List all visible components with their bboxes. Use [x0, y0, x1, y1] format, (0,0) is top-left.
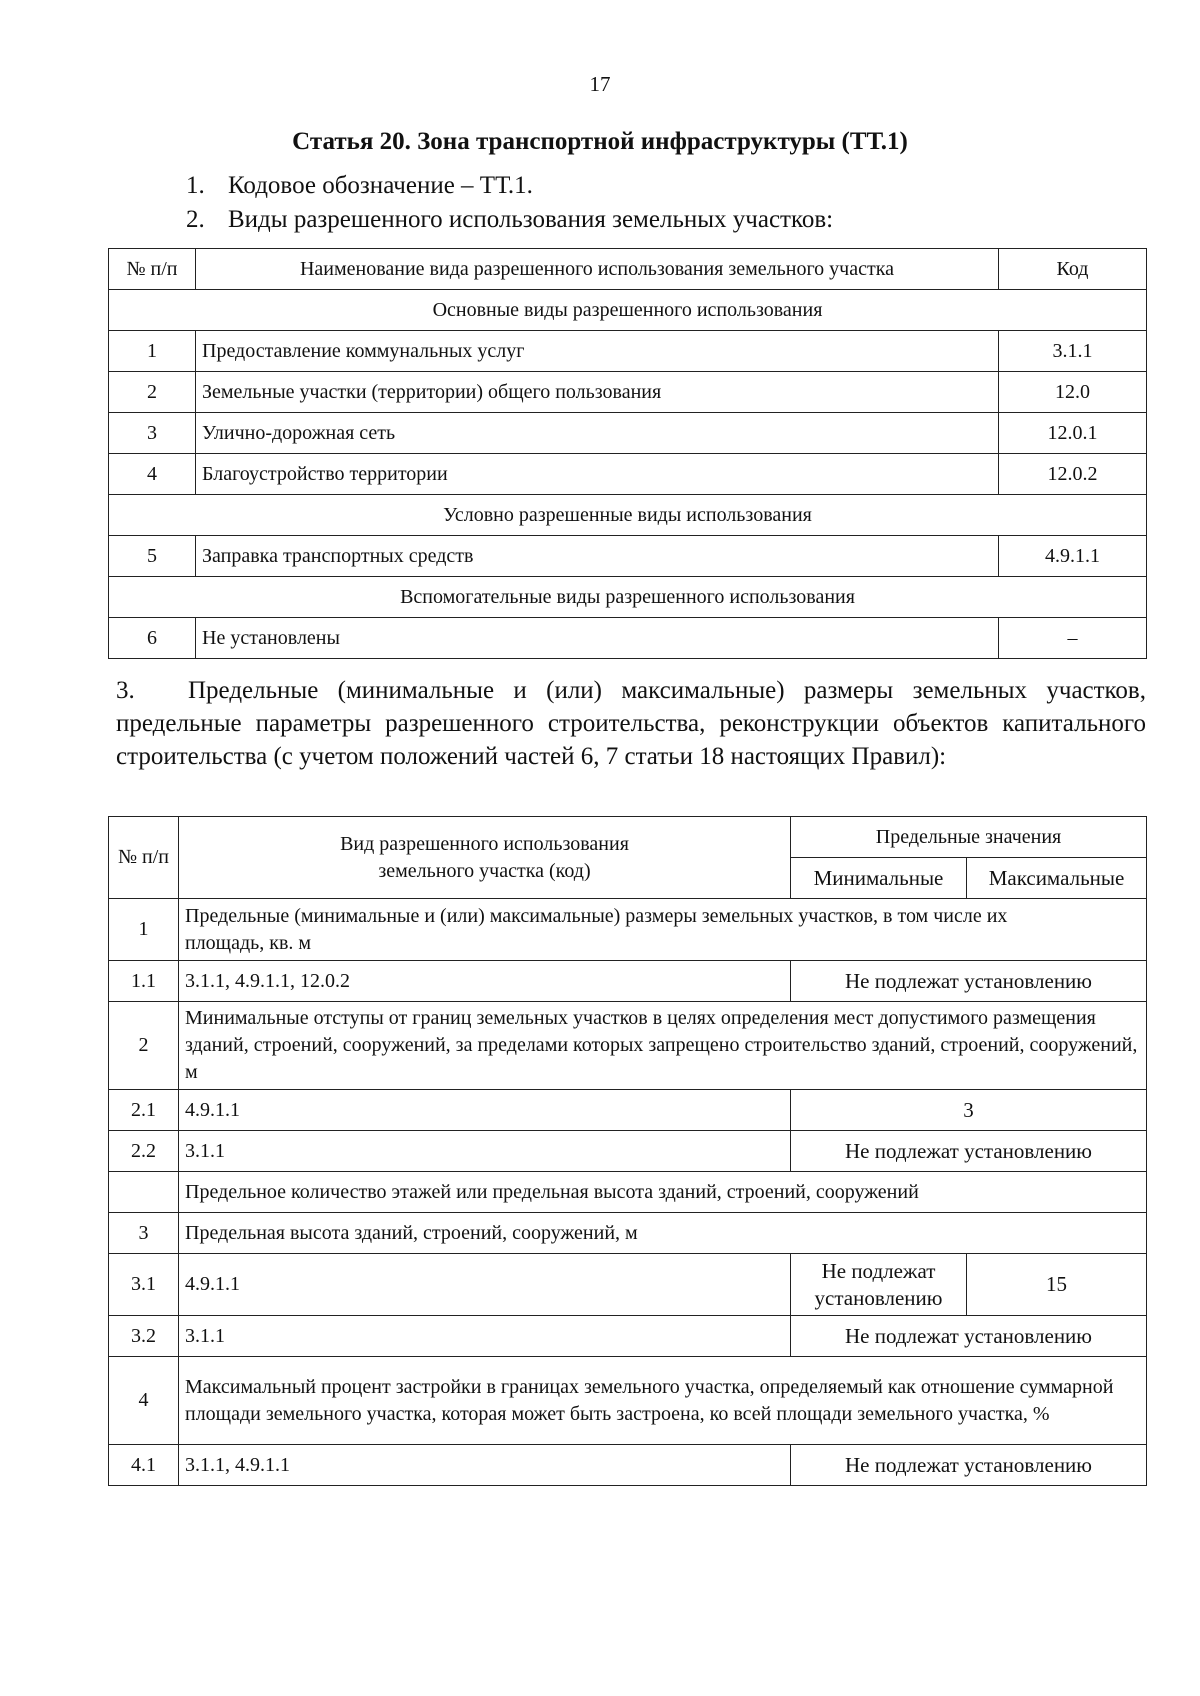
row-text: Минимальные отступы от границ земельных участков в целях определения мест допустимого размещения зданий, строений, сооружений, за пределами которых запрещено строительство зданий, строений, сооружений, м [179, 1002, 1147, 1090]
row-value: Не подлежат установлению [791, 1316, 1147, 1357]
table-row [109, 1090, 1147, 1131]
row-codes: 4.9.1.1 [179, 1254, 791, 1316]
row-value: Не подлежат установлению [791, 1445, 1147, 1486]
header-code: Код [999, 249, 1147, 290]
header-min: Минимальные [791, 858, 967, 899]
row-name: Предоставление коммунальных услуг [196, 331, 999, 372]
row-min: Не подлежат установлению [791, 1254, 967, 1316]
table-row [109, 961, 1147, 1002]
row-num: 2.2 [109, 1131, 179, 1172]
table-row [109, 1316, 1147, 1357]
table-row [109, 454, 1147, 495]
table-row [109, 1357, 1147, 1445]
row-num: 4 [109, 1357, 179, 1445]
header-name: Наименование вида разрешенного использования земельного участка [196, 249, 999, 290]
row-num: 2 [109, 1002, 179, 1090]
row-num: 2 [109, 372, 196, 413]
row-num: 1 [109, 331, 196, 372]
table-row [109, 413, 1147, 454]
row-num [109, 1172, 179, 1213]
row-name: Заправка транспортных средств [196, 536, 999, 577]
row-num: 1.1 [109, 961, 179, 1002]
article-title: Статья 20. Зона транспортной инфраструктуры (ТТ.1) [292, 128, 908, 155]
row-name: Земельные участки (территории) общего пользования [196, 372, 999, 413]
list-item-number: 2. [186, 206, 205, 233]
header-num: № п/п [109, 249, 196, 290]
list-item-number: 1. [186, 172, 205, 199]
row-max: 15 [967, 1254, 1147, 1316]
table-row [109, 1131, 1147, 1172]
row-num: 3.1 [109, 1254, 179, 1316]
table-header-row [109, 249, 1147, 290]
table-header-row [109, 817, 1147, 858]
list-item-text: Виды разрешенного использования земельных участков: [228, 206, 834, 233]
row-text: Максимальный процент застройки в границах земельного участка, определяемый как отношение суммарной площади земельного участка, которая может быть застроена, ко всей площади земельного участка, % [179, 1357, 1147, 1445]
row-codes: 3.1.1, 4.9.1.1 [179, 1445, 791, 1486]
section-title: Вспомогательные виды разрешенного использования [109, 577, 1147, 618]
row-codes: 3.1.1 [179, 1316, 791, 1357]
table-row [109, 899, 1147, 961]
header-max: Максимальные [967, 858, 1147, 899]
section-row-main [109, 290, 1147, 331]
section-row-conditional [109, 495, 1147, 536]
row-name: Не установлены [196, 618, 999, 659]
list-item-code [186, 172, 533, 200]
row-num: 1 [109, 899, 179, 961]
table-row [109, 372, 1147, 413]
section-title: Основные виды разрешенного использования [109, 290, 1147, 331]
row-text: Предельные (минимальные и (или) максимальные) размеры земельных участков, в том числе их площадь, кв. м [179, 899, 1147, 961]
header-limits: Предельные значения [791, 817, 1147, 858]
row-code: – [999, 618, 1147, 659]
header-kind: Вид разрешенного использования земельного участка (код) [179, 817, 791, 899]
page-number: 17 [589, 72, 611, 96]
row-codes: 3.1.1, 4.9.1.1, 12.0.2 [179, 961, 791, 1002]
table-row [109, 618, 1147, 659]
row-value: Не подлежат установлению [791, 961, 1147, 1002]
table-row [109, 1254, 1147, 1316]
list-item-text: Кодовое обозначение – ТТ.1. [228, 172, 533, 199]
row-codes: 3.1.1 [179, 1131, 791, 1172]
row-num: 4.1 [109, 1445, 179, 1486]
row-code: 12.0 [999, 372, 1147, 413]
section-title: Условно разрешенные виды использования [109, 495, 1147, 536]
row-codes: 4.9.1.1 [179, 1090, 791, 1131]
paragraph-number: 3. [116, 677, 135, 704]
row-num: 3 [109, 413, 196, 454]
row-code: 4.9.1.1 [999, 536, 1147, 577]
row-code: 12.0.1 [999, 413, 1147, 454]
table-row [109, 1172, 1147, 1213]
row-num: 5 [109, 536, 196, 577]
row-value: 3 [791, 1090, 1147, 1131]
header-num: № п/п [109, 817, 179, 899]
row-text: Предельное количество этажей или предельная высота зданий, строений, сооружений [179, 1172, 1147, 1213]
limits-table [108, 816, 1147, 1486]
paragraph-text: Предельные (минимальные и (или) максимальные) размеры земельных участков, предельные параметры разрешенного строительства, реконструкции объектов капитального строительства (с учетом положений частей 6, 7 статьи 18 настоящих Правил): [116, 677, 1146, 770]
table-row [109, 1002, 1147, 1090]
table-row [109, 331, 1147, 372]
row-num: 3 [109, 1213, 179, 1254]
section-row-auxiliary [109, 577, 1147, 618]
row-num: 4 [109, 454, 196, 495]
table-row [109, 1213, 1147, 1254]
paragraph-3 [116, 674, 1146, 773]
row-text: Предельная высота зданий, строений, сооружений, м [179, 1213, 1147, 1254]
permitted-uses-table [108, 248, 1147, 659]
row-value: Не подлежат установлению [791, 1131, 1147, 1172]
row-num: 2.1 [109, 1090, 179, 1131]
row-name: Благоустройство территории [196, 454, 999, 495]
table-row [109, 1445, 1147, 1486]
row-code: 3.1.1 [999, 331, 1147, 372]
row-code: 12.0.2 [999, 454, 1147, 495]
row-num: 3.2 [109, 1316, 179, 1357]
row-num: 6 [109, 618, 196, 659]
table-row [109, 536, 1147, 577]
row-name: Улично-дорожная сеть [196, 413, 999, 454]
list-item-uses [186, 206, 833, 234]
